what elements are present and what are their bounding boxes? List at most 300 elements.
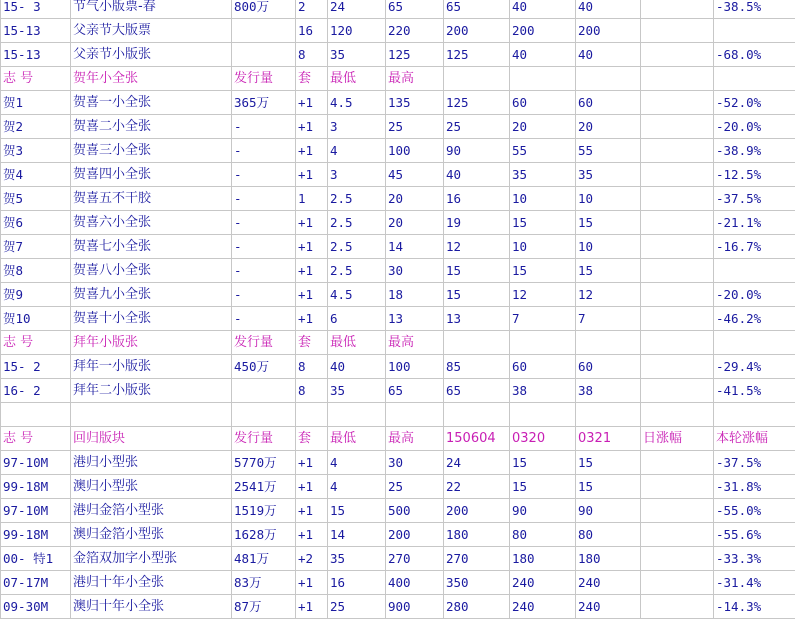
cell-high[interactable]: 20 xyxy=(386,187,444,211)
cell-p3[interactable]: 35 xyxy=(576,163,641,187)
cell-issue[interactable]: 发行量 xyxy=(232,427,296,451)
cell-p2[interactable]: 7 xyxy=(510,307,576,331)
cell-set[interactable]: +1 xyxy=(296,163,328,187)
cell-day[interactable] xyxy=(641,571,714,595)
cell-day[interactable] xyxy=(641,475,714,499)
cell-issue[interactable] xyxy=(232,19,296,43)
cell-day[interactable] xyxy=(641,115,714,139)
cell-pct[interactable]: -20.0% xyxy=(714,283,795,307)
cell-high[interactable]: 900 xyxy=(386,595,444,619)
cell-low[interactable]: 25 xyxy=(328,595,386,619)
cell-p2[interactable]: 15 xyxy=(510,451,576,475)
cell-high[interactable]: 13 xyxy=(386,307,444,331)
cell-pct[interactable]: -52.0% xyxy=(714,91,795,115)
cell-issue[interactable]: 481万 xyxy=(232,547,296,571)
cell-issue[interactable]: - xyxy=(232,187,296,211)
cell-high[interactable]: 135 xyxy=(386,91,444,115)
table-row xyxy=(1,259,795,283)
cell-high[interactable]: 200 xyxy=(386,523,444,547)
cell-name[interactable]: 贺喜三小全张 xyxy=(71,139,232,163)
cell-low[interactable]: 35 xyxy=(328,43,386,67)
cell-name[interactable]: 贺喜四小全张 xyxy=(71,163,232,187)
cell-name[interactable]: 父亲节大版票 xyxy=(71,19,232,43)
table-row xyxy=(1,235,795,259)
cell-day[interactable] xyxy=(641,403,714,427)
cell-low[interactable]: 3 xyxy=(328,163,386,187)
cell-day[interactable] xyxy=(641,283,714,307)
cell-p1[interactable]: 200 xyxy=(444,19,510,43)
cell-name[interactable]: 澳归金箔小型张 xyxy=(71,523,232,547)
cell-code[interactable]: 15-13 xyxy=(1,43,71,67)
cell-low[interactable]: 最低 xyxy=(328,427,386,451)
cell-set[interactable]: +1 xyxy=(296,451,328,475)
cell-low[interactable]: 最低 xyxy=(328,67,386,91)
cell-issue[interactable]: 800万 xyxy=(232,0,296,19)
cell-p1[interactable]: 180 xyxy=(444,523,510,547)
cell-day[interactable] xyxy=(641,0,714,19)
cell-low[interactable]: 35 xyxy=(328,379,386,403)
cell-high[interactable]: 最高 xyxy=(386,67,444,91)
cell-day[interactable] xyxy=(641,379,714,403)
cell-day[interactable] xyxy=(641,331,714,355)
cell-code[interactable]: 99-18M xyxy=(1,523,71,547)
cell-low[interactable]: 4.5 xyxy=(328,283,386,307)
table-row xyxy=(1,355,795,379)
cell-pct[interactable] xyxy=(714,19,795,43)
cell-issue[interactable]: - xyxy=(232,283,296,307)
cell-p1[interactable]: 13 xyxy=(444,307,510,331)
cell-pct[interactable]: 本轮涨幅 xyxy=(714,427,795,451)
cell-p3[interactable]: 0321 xyxy=(576,427,641,451)
cell-high[interactable]: 30 xyxy=(386,259,444,283)
cell-p3[interactable]: 40 xyxy=(576,0,641,19)
cell-day[interactable] xyxy=(641,307,714,331)
cell-pct[interactable]: -12.5% xyxy=(714,163,795,187)
cell-code[interactable]: 贺10 xyxy=(1,307,71,331)
cell-p2[interactable]: 10 xyxy=(510,187,576,211)
cell-issue[interactable] xyxy=(232,43,296,67)
cell-day[interactable] xyxy=(641,259,714,283)
cell-p3[interactable]: 15 xyxy=(576,475,641,499)
cell-issue[interactable]: 5770万 xyxy=(232,451,296,475)
cell-high[interactable]: 100 xyxy=(386,355,444,379)
cell-p3[interactable] xyxy=(576,67,641,91)
cell-issue[interactable]: 83万 xyxy=(232,571,296,595)
cell-low[interactable]: 4 xyxy=(328,451,386,475)
cell-code[interactable]: 贺2 xyxy=(1,115,71,139)
cell-pct[interactable]: -41.5% xyxy=(714,379,795,403)
cell-day[interactable] xyxy=(641,355,714,379)
cell-high[interactable]: 270 xyxy=(386,547,444,571)
cell-code[interactable]: 97-10M xyxy=(1,451,71,475)
cell-high[interactable]: 100 xyxy=(386,139,444,163)
cell-p3[interactable]: 10 xyxy=(576,235,641,259)
cell-code[interactable]: 贺4 xyxy=(1,163,71,187)
cell-p1[interactable]: 65 xyxy=(444,0,510,19)
cell-code[interactable]: 99-18M xyxy=(1,475,71,499)
cell-low[interactable]: 35 xyxy=(328,547,386,571)
cell-set[interactable]: +1 xyxy=(296,259,328,283)
cell-p3[interactable]: 40 xyxy=(576,43,641,67)
cell-low[interactable]: 24 xyxy=(328,0,386,19)
cell-low[interactable]: 120 xyxy=(328,19,386,43)
cell-high[interactable]: 25 xyxy=(386,115,444,139)
cell-p3[interactable]: 15 xyxy=(576,211,641,235)
cell-code[interactable]: 00- 特1 xyxy=(1,547,71,571)
cell-p2[interactable]: 0320 xyxy=(510,427,576,451)
cell-p3[interactable]: 20 xyxy=(576,115,641,139)
cell-p1[interactable]: 65 xyxy=(444,379,510,403)
cell-p3[interactable] xyxy=(576,403,641,427)
cell-name[interactable]: 拜年一小版张 xyxy=(71,355,232,379)
table-row xyxy=(1,115,795,139)
cell-issue[interactable]: - xyxy=(232,307,296,331)
cell-issue[interactable]: - xyxy=(232,115,296,139)
cell-issue[interactable]: - xyxy=(232,211,296,235)
cell-set[interactable]: 套 xyxy=(296,427,328,451)
cell-set[interactable]: +1 xyxy=(296,235,328,259)
cell-pct[interactable]: -46.2% xyxy=(714,307,795,331)
cell-high[interactable]: 20 xyxy=(386,211,444,235)
cell-p1[interactable]: 280 xyxy=(444,595,510,619)
cell-high[interactable] xyxy=(386,403,444,427)
cell-high[interactable]: 30 xyxy=(386,451,444,475)
cell-high[interactable]: 500 xyxy=(386,499,444,523)
cell-pct[interactable]: -33.3% xyxy=(714,547,795,571)
cell-day[interactable] xyxy=(641,211,714,235)
cell-name[interactable]: 港归小型张 xyxy=(71,451,232,475)
cell-code[interactable]: 志 号 xyxy=(1,427,71,451)
cell-name[interactable]: 回归版块 xyxy=(71,427,232,451)
cell-high[interactable]: 400 xyxy=(386,571,444,595)
cell-high[interactable]: 25 xyxy=(386,475,444,499)
cell-low[interactable]: 最低 xyxy=(328,331,386,355)
cell-set[interactable] xyxy=(296,403,328,427)
cell-name[interactable]: 贺喜十小全张 xyxy=(71,307,232,331)
cell-p1[interactable]: 24 xyxy=(444,451,510,475)
cell-issue[interactable]: 发行量 xyxy=(232,67,296,91)
cell-code[interactable]: 07-17M xyxy=(1,571,71,595)
cell-p3[interactable]: 55 xyxy=(576,139,641,163)
cell-pct[interactable]: -38.5% xyxy=(714,0,795,19)
cell-p3[interactable]: 60 xyxy=(576,355,641,379)
cell-low[interactable] xyxy=(328,403,386,427)
cell-issue[interactable] xyxy=(232,403,296,427)
cell-p3[interactable]: 15 xyxy=(576,259,641,283)
cell-set[interactable]: +1 xyxy=(296,595,328,619)
cell-issue[interactable]: - xyxy=(232,163,296,187)
cell-issue[interactable]: 87万 xyxy=(232,595,296,619)
cell-issue[interactable]: - xyxy=(232,139,296,163)
cell-day[interactable] xyxy=(641,187,714,211)
cell-p3[interactable]: 80 xyxy=(576,523,641,547)
cell-low[interactable]: 15 xyxy=(328,499,386,523)
cell-set[interactable]: +1 xyxy=(296,475,328,499)
cell-low[interactable]: 3 xyxy=(328,115,386,139)
cell-p1[interactable] xyxy=(444,67,510,91)
table-row xyxy=(1,307,795,331)
cell-day[interactable] xyxy=(641,91,714,115)
cell-p1[interactable]: 15 xyxy=(444,259,510,283)
cell-p2[interactable]: 10 xyxy=(510,235,576,259)
cell-p2[interactable] xyxy=(510,331,576,355)
cell-code[interactable]: 贺5 xyxy=(1,187,71,211)
cell-pct[interactable] xyxy=(714,67,795,91)
cell-p3[interactable]: 180 xyxy=(576,547,641,571)
cell-set[interactable]: 8 xyxy=(296,43,328,67)
cell-set[interactable]: 8 xyxy=(296,355,328,379)
cell-high[interactable]: 最高 xyxy=(386,427,444,451)
cell-name[interactable]: 贺喜一小全张 xyxy=(71,91,232,115)
table-row xyxy=(1,139,795,163)
table-row xyxy=(1,379,795,403)
cell-high[interactable]: 65 xyxy=(386,0,444,19)
cell-issue[interactable]: 2541万 xyxy=(232,475,296,499)
cell-low[interactable]: 14 xyxy=(328,523,386,547)
cell-p2[interactable]: 80 xyxy=(510,523,576,547)
cell-p1[interactable]: 25 xyxy=(444,115,510,139)
cell-p1[interactable] xyxy=(444,331,510,355)
cell-high[interactable]: 220 xyxy=(386,19,444,43)
cell-set[interactable]: +1 xyxy=(296,115,328,139)
cell-issue[interactable]: 365万 xyxy=(232,91,296,115)
cell-day[interactable] xyxy=(641,139,714,163)
cell-high[interactable]: 18 xyxy=(386,283,444,307)
cell-issue[interactable]: 450万 xyxy=(232,355,296,379)
cell-set[interactable]: +1 xyxy=(296,571,328,595)
cell-p3[interactable]: 240 xyxy=(576,595,641,619)
cell-low[interactable]: 2.5 xyxy=(328,259,386,283)
cell-p2[interactable]: 20 xyxy=(510,115,576,139)
cell-name[interactable]: 贺喜五不干胶 xyxy=(71,187,232,211)
cell-day[interactable] xyxy=(641,67,714,91)
cell-p1[interactable]: 15 xyxy=(444,283,510,307)
table-row xyxy=(1,211,795,235)
cell-name[interactable]: 拜年二小版张 xyxy=(71,379,232,403)
cell-pct[interactable]: -55.6% xyxy=(714,523,795,547)
cell-low[interactable]: 4.5 xyxy=(328,91,386,115)
cell-p1[interactable]: 125 xyxy=(444,43,510,67)
cell-pct[interactable]: -37.5% xyxy=(714,451,795,475)
cell-day[interactable] xyxy=(641,235,714,259)
cell-p2[interactable]: 55 xyxy=(510,139,576,163)
cell-name[interactable]: 贺喜九小全张 xyxy=(71,283,232,307)
cell-day[interactable] xyxy=(641,595,714,619)
cell-day[interactable] xyxy=(641,19,714,43)
cell-p2[interactable]: 15 xyxy=(510,211,576,235)
cell-high[interactable]: 14 xyxy=(386,235,444,259)
cell-pct[interactable]: -21.1% xyxy=(714,211,795,235)
cell-issue[interactable]: 1519万 xyxy=(232,499,296,523)
cell-p1[interactable]: 350 xyxy=(444,571,510,595)
cell-p1[interactable]: 16 xyxy=(444,187,510,211)
cell-set[interactable]: 套 xyxy=(296,67,328,91)
cell-p3[interactable]: 60 xyxy=(576,91,641,115)
cell-code[interactable]: 贺3 xyxy=(1,139,71,163)
table-row xyxy=(1,523,795,547)
cell-p2[interactable]: 35 xyxy=(510,163,576,187)
cell-name[interactable] xyxy=(71,403,232,427)
cell-p2[interactable] xyxy=(510,403,576,427)
cell-set[interactable]: 2 xyxy=(296,0,328,19)
cell-pct[interactable]: -20.0% xyxy=(714,115,795,139)
cell-low[interactable]: 4 xyxy=(328,475,386,499)
cell-set[interactable]: 8 xyxy=(296,379,328,403)
cell-set[interactable]: 套 xyxy=(296,331,328,355)
cell-pct[interactable]: -29.4% xyxy=(714,355,795,379)
cell-p1[interactable]: 90 xyxy=(444,139,510,163)
cell-code[interactable]: 15-13 xyxy=(1,19,71,43)
cell-set[interactable]: +1 xyxy=(296,211,328,235)
cell-set[interactable]: 16 xyxy=(296,19,328,43)
cell-p3[interactable]: 12 xyxy=(576,283,641,307)
cell-code[interactable]: 志 号 xyxy=(1,331,71,355)
cell-day[interactable]: 日涨幅 xyxy=(641,427,714,451)
section-header-row xyxy=(1,427,795,451)
cell-issue[interactable]: - xyxy=(232,235,296,259)
cell-low[interactable]: 2.5 xyxy=(328,235,386,259)
cell-set[interactable]: +1 xyxy=(296,283,328,307)
cell-low[interactable]: 40 xyxy=(328,355,386,379)
cell-p1[interactable]: 85 xyxy=(444,355,510,379)
cell-code[interactable]: 贺6 xyxy=(1,211,71,235)
cell-pct[interactable]: -37.5% xyxy=(714,187,795,211)
cell-p3[interactable]: 90 xyxy=(576,499,641,523)
cell-p2[interactable]: 40 xyxy=(510,43,576,67)
cell-name[interactable]: 贺喜二小全张 xyxy=(71,115,232,139)
cell-high[interactable]: 125 xyxy=(386,43,444,67)
cell-code[interactable]: 16- 2 xyxy=(1,379,71,403)
cell-set[interactable]: +1 xyxy=(296,307,328,331)
cell-pct[interactable]: -38.9% xyxy=(714,139,795,163)
cell-code[interactable]: 贺1 xyxy=(1,91,71,115)
cell-p1[interactable]: 40 xyxy=(444,163,510,187)
cell-pct[interactable]: -68.0% xyxy=(714,43,795,67)
cell-p2[interactable]: 40 xyxy=(510,0,576,19)
cell-name[interactable]: 拜年小版张 xyxy=(71,331,232,355)
table-row xyxy=(1,547,795,571)
table-row xyxy=(1,19,795,43)
cell-p1[interactable]: 125 xyxy=(444,91,510,115)
cell-set[interactable]: +1 xyxy=(296,91,328,115)
cell-p2[interactable]: 240 xyxy=(510,571,576,595)
cell-code[interactable]: 97-10M xyxy=(1,499,71,523)
cell-pct[interactable]: -31.4% xyxy=(714,571,795,595)
cell-p3[interactable]: 15 xyxy=(576,451,641,475)
cell-p2[interactable]: 60 xyxy=(510,91,576,115)
cell-day[interactable] xyxy=(641,547,714,571)
cell-low[interactable]: 4 xyxy=(328,139,386,163)
cell-p1[interactable]: 150604 xyxy=(444,427,510,451)
cell-p1[interactable]: 200 xyxy=(444,499,510,523)
cell-p2[interactable] xyxy=(510,67,576,91)
cell-p1[interactable]: 12 xyxy=(444,235,510,259)
cell-issue[interactable]: 发行量 xyxy=(232,331,296,355)
cell-name[interactable]: 金箔双加字小型张 xyxy=(71,547,232,571)
cell-day[interactable] xyxy=(641,43,714,67)
cell-day[interactable] xyxy=(641,499,714,523)
cell-p2[interactable]: 12 xyxy=(510,283,576,307)
cell-name[interactable]: 贺喜八小全张 xyxy=(71,259,232,283)
cell-code[interactable]: 贺7 xyxy=(1,235,71,259)
cell-day[interactable] xyxy=(641,163,714,187)
table-row xyxy=(1,451,795,475)
cell-low[interactable]: 16 xyxy=(328,571,386,595)
cell-p3[interactable]: 240 xyxy=(576,571,641,595)
cell-name[interactable]: 贺喜六小全张 xyxy=(71,211,232,235)
cell-p2[interactable]: 15 xyxy=(510,475,576,499)
cell-p2[interactable]: 200 xyxy=(510,19,576,43)
cell-name[interactable]: 港归十年小全张 xyxy=(71,571,232,595)
cell-pct[interactable]: -31.8% xyxy=(714,475,795,499)
cell-low[interactable]: 6 xyxy=(328,307,386,331)
cell-code[interactable]: 15- 2 xyxy=(1,355,71,379)
cell-set[interactable]: +1 xyxy=(296,523,328,547)
cell-p2[interactable]: 60 xyxy=(510,355,576,379)
cell-p3[interactable]: 38 xyxy=(576,379,641,403)
cell-p2[interactable]: 38 xyxy=(510,379,576,403)
cell-code[interactable]: 贺9 xyxy=(1,283,71,307)
cell-p2[interactable]: 15 xyxy=(510,259,576,283)
cell-code[interactable]: 09-30M xyxy=(1,595,71,619)
cell-high[interactable]: 最高 xyxy=(386,331,444,355)
cell-high[interactable]: 45 xyxy=(386,163,444,187)
cell-p1[interactable]: 22 xyxy=(444,475,510,499)
cell-p3[interactable]: 200 xyxy=(576,19,641,43)
cell-p1[interactable]: 19 xyxy=(444,211,510,235)
cell-low[interactable]: 2.5 xyxy=(328,211,386,235)
cell-code[interactable]: 15- 3 xyxy=(1,0,71,19)
cell-set[interactable]: +1 xyxy=(296,499,328,523)
cell-day[interactable] xyxy=(641,523,714,547)
cell-pct[interactable] xyxy=(714,331,795,355)
cell-name[interactable]: 澳归十年小全张 xyxy=(71,595,232,619)
cell-code[interactable]: 贺8 xyxy=(1,259,71,283)
cell-pct[interactable]: -55.0% xyxy=(714,499,795,523)
cell-code[interactable]: 志 号 xyxy=(1,67,71,91)
table-row xyxy=(1,0,795,19)
cell-pct[interactable] xyxy=(714,403,795,427)
cell-set[interactable]: +2 xyxy=(296,547,328,571)
cell-pct[interactable]: -16.7% xyxy=(714,235,795,259)
cell-name[interactable]: 港归金箔小型张 xyxy=(71,499,232,523)
cell-code[interactable] xyxy=(1,403,71,427)
cell-set[interactable]: 1 xyxy=(296,187,328,211)
cell-p1[interactable]: 270 xyxy=(444,547,510,571)
cell-name[interactable]: 节气小版票-春 xyxy=(71,0,232,19)
cell-p2[interactable]: 180 xyxy=(510,547,576,571)
cell-p3[interactable]: 10 xyxy=(576,187,641,211)
cell-issue[interactable] xyxy=(232,379,296,403)
cell-name[interactable]: 贺喜七小全张 xyxy=(71,235,232,259)
cell-name[interactable]: 贺年小全张 xyxy=(71,67,232,91)
cell-pct[interactable]: -14.3% xyxy=(714,595,795,619)
cell-p1[interactable] xyxy=(444,403,510,427)
cell-issue[interactable]: 1628万 xyxy=(232,523,296,547)
cell-name[interactable]: 父亲节小版张 xyxy=(71,43,232,67)
cell-p2[interactable]: 90 xyxy=(510,499,576,523)
cell-p3[interactable] xyxy=(576,331,641,355)
cell-name[interactable]: 澳归小型张 xyxy=(71,475,232,499)
cell-high[interactable]: 65 xyxy=(386,379,444,403)
cell-p2[interactable]: 240 xyxy=(510,595,576,619)
cell-low[interactable]: 2.5 xyxy=(328,187,386,211)
cell-issue[interactable]: - xyxy=(232,259,296,283)
cell-pct[interactable] xyxy=(714,259,795,283)
cell-day[interactable] xyxy=(641,451,714,475)
cell-set[interactable]: +1 xyxy=(296,139,328,163)
cell-p3[interactable]: 7 xyxy=(576,307,641,331)
